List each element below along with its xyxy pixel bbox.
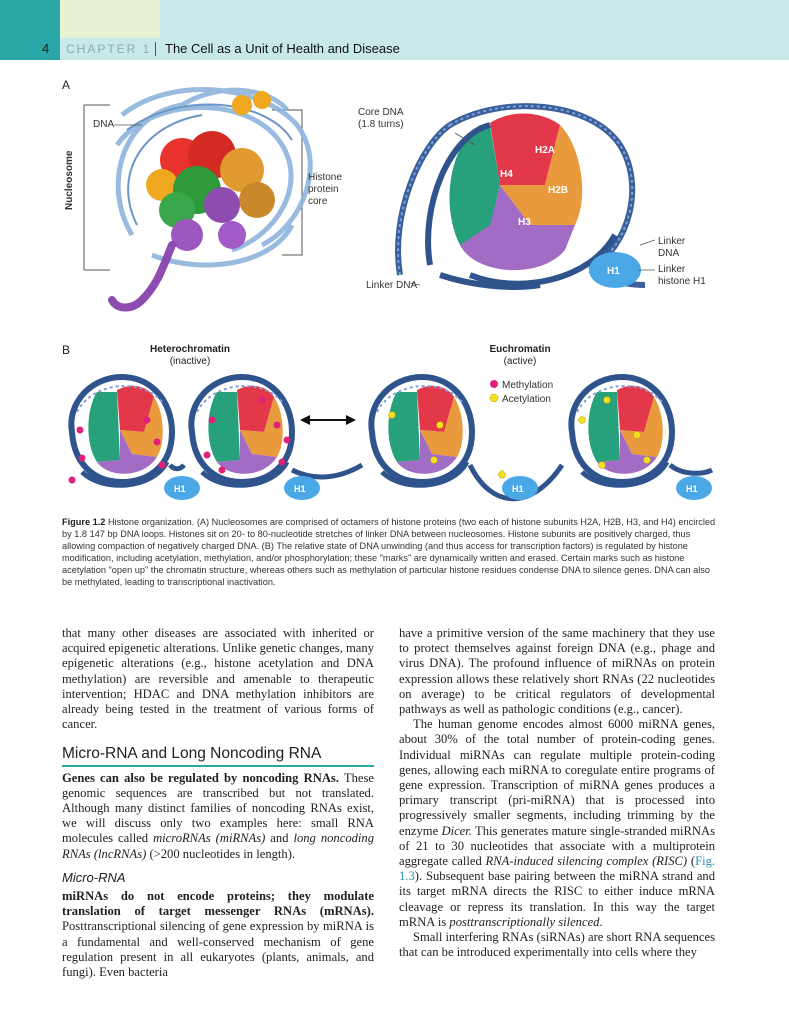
text-span: Posttranscriptional silencing of gene expression by miRNA is a fundamental and well-conserved mechanism of gene regulation present in all eukaryotes (plants, animals, and fungi). Even bacteria: [62, 919, 374, 980]
label-nucleosome: Nucleosome: [64, 150, 75, 210]
h2b-text: H2B: [548, 185, 569, 196]
term-dicer: Dicer.: [441, 823, 472, 838]
h4-text: H4: [500, 169, 513, 180]
label-linker-histone-2: histone H1: [658, 276, 706, 287]
term-silenced: posttranscriptionally silenced: [449, 914, 600, 929]
panel-a-label: A: [62, 78, 71, 92]
h1-b-3: H1: [512, 484, 524, 494]
legend-methylation: Methylation: [502, 380, 554, 391]
label-linker-dna-left: Linker DNA: [366, 280, 418, 291]
euchromatin-state: (active): [503, 356, 537, 367]
heterochromatin-state: (inactive): [169, 356, 211, 367]
panel-b-label: B: [62, 343, 71, 357]
body-column-left: [62, 626, 374, 980]
paragraph-bacteria: have a primitive version of the same machinery that they use to protect themselves against foreign DNA (e.g., phage and virus DNA). The profound influence of miRNAs on protein expression allows these relatively short RNAs (22 nucleotides on average) to be critical regulators of developmental pathways as well as pathologic conditions (e.g., cancer).: [399, 626, 715, 717]
text-span: The human genome encodes almost 6000 miRNA genes, about 30% of the total number of protein-coding genes. Individual miRNAs can regulate multiple protein-coding genes, allowing each miRNA to coregulate entire programs of gene expression. Transcription of miRNA genes produces a primary transcript (pri-miRNA) that is processed into progressively smaller segments, including trimming by the enzyme: [399, 717, 715, 838]
text-span: (>200 nucleotides in length).: [146, 846, 296, 861]
label-core-dna-2: (1.8 turns): [358, 119, 404, 130]
lead-noncoding: Genes can also be regulated by noncoding RNAs.: [62, 770, 339, 785]
label-histone-core-1: Histone: [308, 172, 342, 183]
label-linker-dna-right-1: Linker: [658, 236, 686, 247]
term-mirnas: microRNAs (miRNAs): [153, 831, 266, 846]
h1-b-1: H1: [174, 484, 186, 494]
body-column-right: [399, 626, 715, 960]
label-dna: DNA: [93, 119, 115, 130]
heterochromatin-title: Heterochromatin: [149, 344, 230, 355]
section-heading: Micro-RNA and Long Noncoding RNA: [62, 746, 374, 766]
text-span: (: [687, 854, 696, 869]
figure-caption: [62, 516, 720, 589]
h2a-text: H2A: [535, 145, 556, 156]
header-accent-block: [0, 0, 60, 60]
label-linker-histone-1: Linker: [658, 264, 686, 275]
term-lncrnas: long noncoding RNAs (lncRNAs): [62, 831, 374, 861]
text-span: and: [265, 831, 294, 846]
chapter-separator: [155, 42, 156, 56]
h1-b-4: H1: [686, 484, 698, 494]
subsection-heading: Micro-RNA: [62, 869, 126, 885]
h1-text: H1: [607, 266, 620, 277]
h1-b-2: H1: [294, 484, 306, 494]
text-span: .: [599, 914, 603, 929]
paragraph-sirna: Small interfering RNAs (siRNAs) are short RNA sequences that can be introduced experimentally into cells where they: [399, 930, 715, 960]
paragraph-epigenetic: that many other diseases are associated with inherited or acquired epigenetic alterations. Unlike genetic changes, many epigenetic alterations (e.g., histone acetylation and DNA methylation) are reversible and amenable to therapeutic intervention; HDAC and DNA methylation inhibitors are already being tested in the treatment of various forms of cancer.: [62, 626, 374, 732]
label-histone-core-3: core: [308, 196, 328, 207]
caption-text: Histone organization. (A) Nucleosomes are comprised of octamers of histone proteins (two each of histone subunits H2A, H2B, H3, and H4) encircled by 1.8 147 bp DNA loops. Histones sit on 20- to 80-nucleotide stretches of linker DNA between nucleosomes. Histone subunits are positively charged, thus allowing compaction of negatively charged DNA. (B) The relative state of DNA unwinding (and thus access for transcription factors) is regulated by histone modification, including acetylation, methylation, and/or phosphorylation; these "marks" are dynamically written and erased. Certain marks such as histone acetylation "open up" the chromatin structure, whereas others such as methylation of particular histone residues condense DNA to silence genes. DNA can also be methylated, leading to transcriptional inactivation.: [62, 517, 716, 588]
label-core-dna-1: Core DNA: [358, 107, 404, 118]
page-number: 4: [42, 41, 50, 56]
paragraph-noncoding: [62, 771, 374, 862]
paragraph-mirna: [62, 889, 374, 980]
chromatin-diagram: [62, 370, 722, 505]
legend-acetylation: Acetylation: [502, 394, 551, 405]
chapter-title: The Cell as a Unit of Health and Disease: [165, 41, 400, 56]
label-linker-dna-right-2: DNA: [658, 248, 680, 259]
euchromatin-title: Euchromatin: [489, 344, 551, 355]
figure-link[interactable]: Fig. 1.3: [399, 854, 716, 884]
text-span: These genomic sequences are transcribed but not translated. Although many distinct families of noncoding RNAs exist, we will discuss only two examples here: small RNA molecules called: [62, 770, 374, 846]
chapter-label: CHAPTER 1: [66, 42, 152, 56]
h3-text: H3: [518, 217, 531, 228]
lead-mirna: miRNAs do not encode proteins; they modulate translation of target messenger RNAs (mRNAs).: [62, 889, 374, 919]
label-histone-core-2: protein: [308, 184, 339, 195]
caption-label: Figure 1.2: [62, 517, 106, 527]
paragraph-genome: [399, 717, 715, 930]
text-span: This generates mature single-stranded miRNAs of 21 to 30 nucleotides that associate with a multiprotein aggregate called: [399, 823, 716, 869]
term-risc: RNA-induced silencing complex (RISC): [485, 854, 688, 869]
text-span: ). Subsequent base pairing between the miRNA strand and its target mRNA directs the RISC to either induce mRNA cleavage or repress its translation. In this way the target mRNA is: [399, 869, 715, 929]
